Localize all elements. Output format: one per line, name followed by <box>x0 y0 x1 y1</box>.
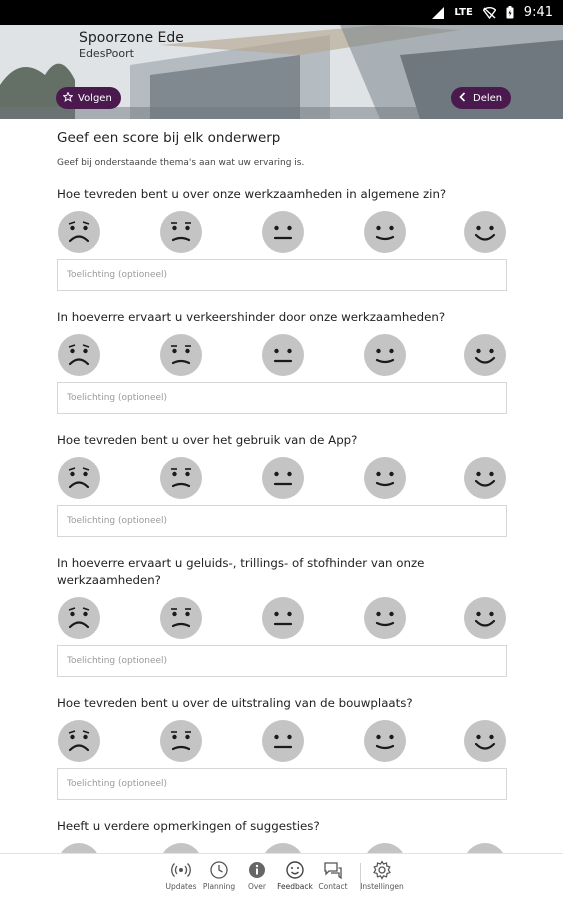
rating-row <box>57 596 507 640</box>
question-text: In hoeverre ervaart u geluids-, trillings- of stofhinder van onze werkzaamheden? <box>57 556 425 587</box>
note-input[interactable] <box>57 382 507 414</box>
face-neutral-icon[interactable] <box>261 333 305 377</box>
rating-row <box>57 842 507 853</box>
nav-planning[interactable] <box>199 860 239 891</box>
project-header <box>0 25 563 119</box>
network-type: LTE <box>454 7 473 18</box>
face-happy-icon[interactable] <box>363 456 407 500</box>
follow-button[interactable] <box>56 87 121 109</box>
face-unhappy-icon[interactable] <box>159 210 203 254</box>
battery-icon <box>506 6 514 19</box>
face-very-happy-icon[interactable] <box>463 596 507 640</box>
face-neutral-icon[interactable] <box>261 596 305 640</box>
note-input[interactable] <box>57 505 507 537</box>
nav-label: Feedback <box>277 882 313 891</box>
share-label: Delen <box>473 92 503 104</box>
face-very-happy-icon[interactable] <box>463 333 507 377</box>
rating-row <box>57 719 507 763</box>
note-input[interactable] <box>57 259 507 291</box>
face-happy-icon[interactable] <box>363 719 407 763</box>
survey-description: Geef bij onderstaande thema's aan wat uw ervaring is. <box>57 158 305 168</box>
survey-content[interactable] <box>0 119 563 853</box>
nav-label: Updates <box>165 882 197 891</box>
project-subtitle: EdesPoort <box>79 47 134 60</box>
nav-label: Instellingen <box>360 882 404 891</box>
clock-time: 9:41 <box>523 5 553 20</box>
bottom-navigation <box>0 853 563 900</box>
face-very-happy-icon[interactable] <box>463 842 507 853</box>
status-bar <box>0 0 563 25</box>
note-input[interactable] <box>57 768 507 800</box>
chat-icon <box>323 860 343 880</box>
face-neutral-icon[interactable] <box>261 456 305 500</box>
question-text: Hoe tevreden bent u over het gebruik van de App? <box>57 433 358 447</box>
share-button[interactable] <box>451 87 511 109</box>
face-very-unhappy-icon[interactable] <box>57 842 101 853</box>
face-happy-icon[interactable] <box>363 333 407 377</box>
follow-label: Volgen <box>78 92 112 104</box>
nav-over[interactable] <box>237 860 277 891</box>
nav-label: Over <box>247 882 267 891</box>
star-icon <box>63 92 73 105</box>
face-very-unhappy-icon[interactable] <box>57 333 101 377</box>
nav-updates[interactable] <box>161 860 201 891</box>
smiley-icon <box>285 860 305 880</box>
question-text: Hoe tevreden bent u over onze werkzaamheden in algemene zin? <box>57 187 447 201</box>
question-text: Heeft u verdere opmerkingen of suggesties? <box>57 819 320 833</box>
share-icon <box>458 92 468 105</box>
project-title: Spoorzone Ede <box>79 30 184 46</box>
question-text: Hoe tevreden bent u over de uitstraling van de bouwplaats? <box>57 696 413 710</box>
face-very-unhappy-icon[interactable] <box>57 456 101 500</box>
gear-icon <box>372 860 392 880</box>
question-text: In hoeverre ervaart u verkeershinder door onze werkzaamheden? <box>57 310 446 324</box>
rating-row <box>57 210 507 254</box>
face-neutral-icon[interactable] <box>261 719 305 763</box>
survey-title: Geef een score bij elk onderwerp <box>57 130 281 146</box>
note-input[interactable] <box>57 645 507 677</box>
face-unhappy-icon[interactable] <box>159 333 203 377</box>
face-very-happy-icon[interactable] <box>463 456 507 500</box>
face-unhappy-icon[interactable] <box>159 456 203 500</box>
face-neutral-icon[interactable] <box>261 210 305 254</box>
face-happy-icon[interactable] <box>363 596 407 640</box>
face-very-unhappy-icon[interactable] <box>57 719 101 763</box>
face-neutral-icon[interactable] <box>261 842 305 853</box>
face-happy-icon[interactable] <box>363 842 407 853</box>
nav-contact[interactable] <box>313 860 353 891</box>
nav-label: Contact <box>318 882 348 891</box>
rating-row <box>57 456 507 500</box>
broadcast-icon <box>171 860 191 880</box>
clock-icon <box>209 860 229 880</box>
nav-instellingen[interactable] <box>362 860 402 891</box>
rating-row <box>57 333 507 377</box>
face-unhappy-icon[interactable] <box>159 842 203 853</box>
face-happy-icon[interactable] <box>363 210 407 254</box>
wifi-off-icon <box>483 7 496 19</box>
info-icon <box>247 860 267 880</box>
nav-label: Planning <box>202 882 236 891</box>
nav-feedback[interactable] <box>275 860 315 891</box>
signal-icon <box>432 7 444 19</box>
face-very-unhappy-icon[interactable] <box>57 596 101 640</box>
face-very-happy-icon[interactable] <box>463 210 507 254</box>
face-unhappy-icon[interactable] <box>159 596 203 640</box>
face-very-happy-icon[interactable] <box>463 719 507 763</box>
face-very-unhappy-icon[interactable] <box>57 210 101 254</box>
face-unhappy-icon[interactable] <box>159 719 203 763</box>
